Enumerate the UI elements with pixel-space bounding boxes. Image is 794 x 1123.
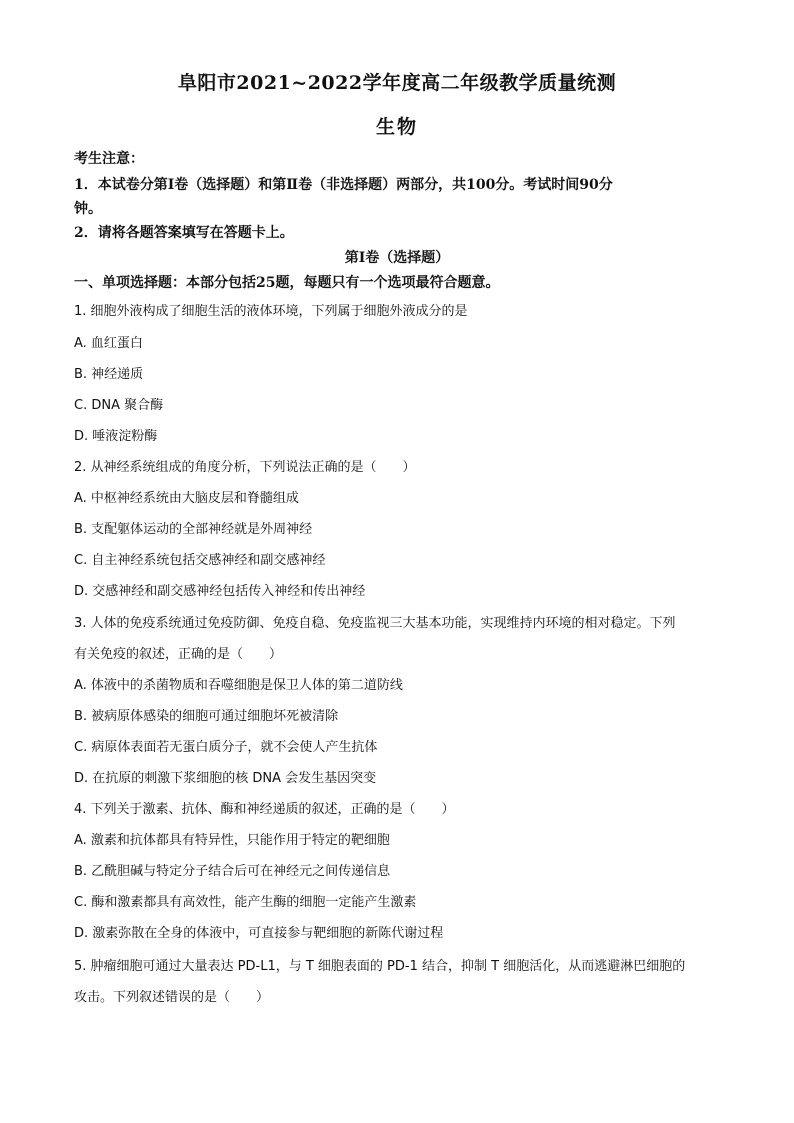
question-5-stem-cont: 攻击。下列叙述错误的是（ ） <box>74 990 270 1005</box>
question-5-stem: 5. 肿瘤细胞可通过大量表达 PD-L1，与 T 细胞表面的 PD-1 结合，抑制 T 细胞活化，从而逃避淋巴细胞的 <box>74 959 686 974</box>
question-1-option-a: A. 血红蛋白 <box>74 336 143 351</box>
question-3-stem-cont: 有关免疫的叙述，正确的是（ ） <box>74 647 283 662</box>
question-1-stem: 1. 细胞外液构成了细胞生活的液体环境，下列属于细胞外液成分的是 <box>74 304 468 319</box>
notice-item-1: 1．本试卷分第Ⅰ卷（选择题）和第Ⅱ卷（非选择题）两部分，共100分。考试时间90分 <box>74 177 613 193</box>
part-title: 第Ⅰ卷（选择题） <box>344 250 450 266</box>
question-3-option-a: A. 体液中的杀菌物质和吞噬细胞是保卫人体的第二道防线 <box>74 678 403 693</box>
question-2-option-a: A. 中枢神经系统由大脑皮层和脊髓组成 <box>74 491 299 506</box>
question-3-option-d: D. 在抗原的刺激下浆细胞的核 DNA 会发生基因突变 <box>74 771 377 786</box>
question-3-option-c: C. 病原体表面若无蛋白质分子，就不会使人产生抗体 <box>74 740 378 755</box>
notice-item-2: 2．请将各题答案填写在答题卡上。 <box>74 225 294 241</box>
question-4-option-b: B. 乙酰胆碱与特定分子结合后可在神经元之间传递信息 <box>74 864 391 879</box>
notice-item-1-cont: 钟。 <box>74 201 102 217</box>
question-4-stem: 4. 下列关于激素、抗体、酶和神经递质的叙述，正确的是（ ） <box>74 802 455 817</box>
question-1-option-d: D. 唾液淀粉酶 <box>74 429 158 444</box>
exam-title: 阜阳市2021~2022学年度高二年级教学质量统测 <box>177 72 617 94</box>
question-4-option-c: C. 酶和激素都具有高效性，能产生酶的细胞一定能产生激素 <box>74 895 417 910</box>
question-2-option-c: C. 自主神经系统包括交感神经和副交感神经 <box>74 553 326 568</box>
question-3-stem: 3. 人体的免疫系统通过免疫防御、免疫自稳、免疫监视三大基本功能，实现维持内环境的相对稳定。下列 <box>74 616 676 631</box>
question-2-option-d: D. 交感神经和副交感神经包括传入神经和传出神经 <box>74 584 366 599</box>
question-1-option-c: C. DNA 聚合酶 <box>74 398 164 413</box>
question-4-option-a: A. 激素和抗体都具有特异性，只能作用于特定的靶细胞 <box>74 833 390 848</box>
question-4-option-d: D. 激素弥散在全身的体液中，可直接参与靶细胞的新陈代谢过程 <box>74 926 444 941</box>
section-instructions: 一、单项选择题：本部分包括25题，每题只有一个选项最符合题意。 <box>74 275 500 291</box>
question-2-option-b: B. 支配躯体运动的全部神经就是外周神经 <box>74 522 313 537</box>
notice-heading: 考生注意： <box>74 151 144 167</box>
question-1-option-b: B. 神经递质 <box>74 367 144 382</box>
question-3-option-b: B. 被病原体感染的细胞可通过细胞坏死被清除 <box>74 709 339 724</box>
question-2-stem: 2. 从神经系统组成的角度分析，下列说法正确的是（ ） <box>74 460 416 475</box>
subject-title: 生物 <box>375 116 418 138</box>
